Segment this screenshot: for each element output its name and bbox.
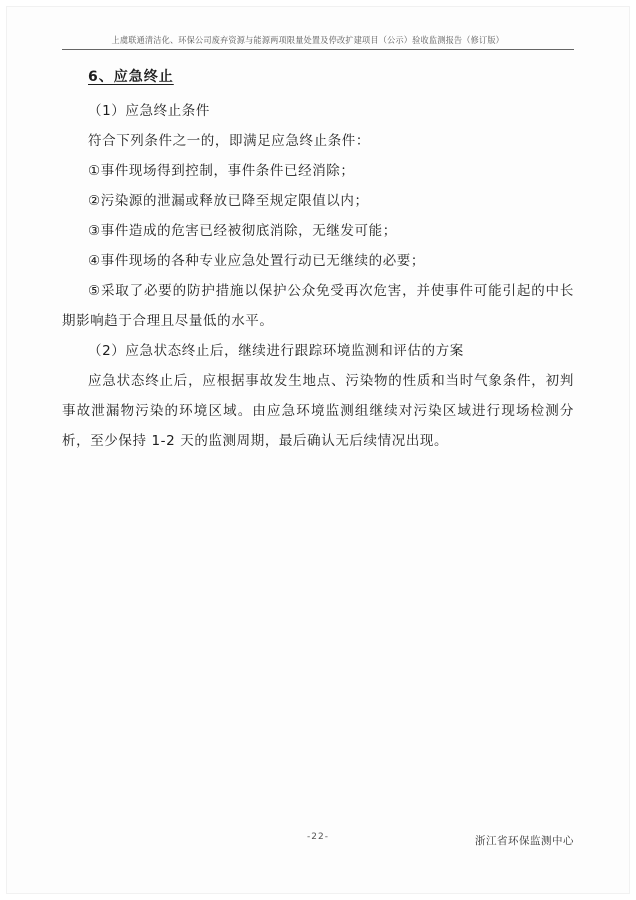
section-heading: 6、应急终止 (88, 69, 174, 85)
condition-item-4: ④事件现场的各种专业应急处置行动已无继续的必要； (88, 253, 426, 269)
intro-text: 符合下列条件之一的，即满足应急终止条件： (88, 133, 370, 149)
body-block (62, 66, 574, 456)
footer-organization: 浙江省环保监测中心 (475, 835, 574, 847)
tracking-plan-paragraph: 应急状态终止后，应根据事故发生地点、污染物的性质和当时气象条件，初判事故泄漏物污染的环境区域。由应急环境监测组继续对污染区域进行现场检测分析，至少保持 1-2 天的监测周期，最后确认无后续情况出现。 (62, 373, 574, 449)
page-content (62, 34, 574, 456)
running-header: 上虞联通清洁化、环保公司废弃资源与能源两项限量处置及停改扩建项目（公示）验收监测报告（修订版） (111, 36, 505, 46)
condition-item-3: ③事件造成的危害已经被彻底消除，无继发可能； (88, 223, 397, 239)
condition-item-5: ⑤采取了必要的防护措施以保护公众免受再次危害，并使事件可能引起的中长期影响趋于合理且尽量低的水平。 (62, 283, 574, 329)
subsection-heading-2: （2）应急状态终止后，继续进行跟踪环境监测和评估的方案 (88, 343, 464, 359)
subsection-heading-1: （1）应急终止条件 (88, 103, 210, 119)
condition-item-2: ②污染源的泄漏或释放已降至规定限值以内； (88, 193, 369, 209)
condition-item-1: ①事件现场得到控制，事件条件已经消除； (88, 163, 355, 179)
header-divider (62, 49, 574, 50)
page-footer (0, 810, 636, 900)
page-number: -22- (307, 832, 329, 842)
